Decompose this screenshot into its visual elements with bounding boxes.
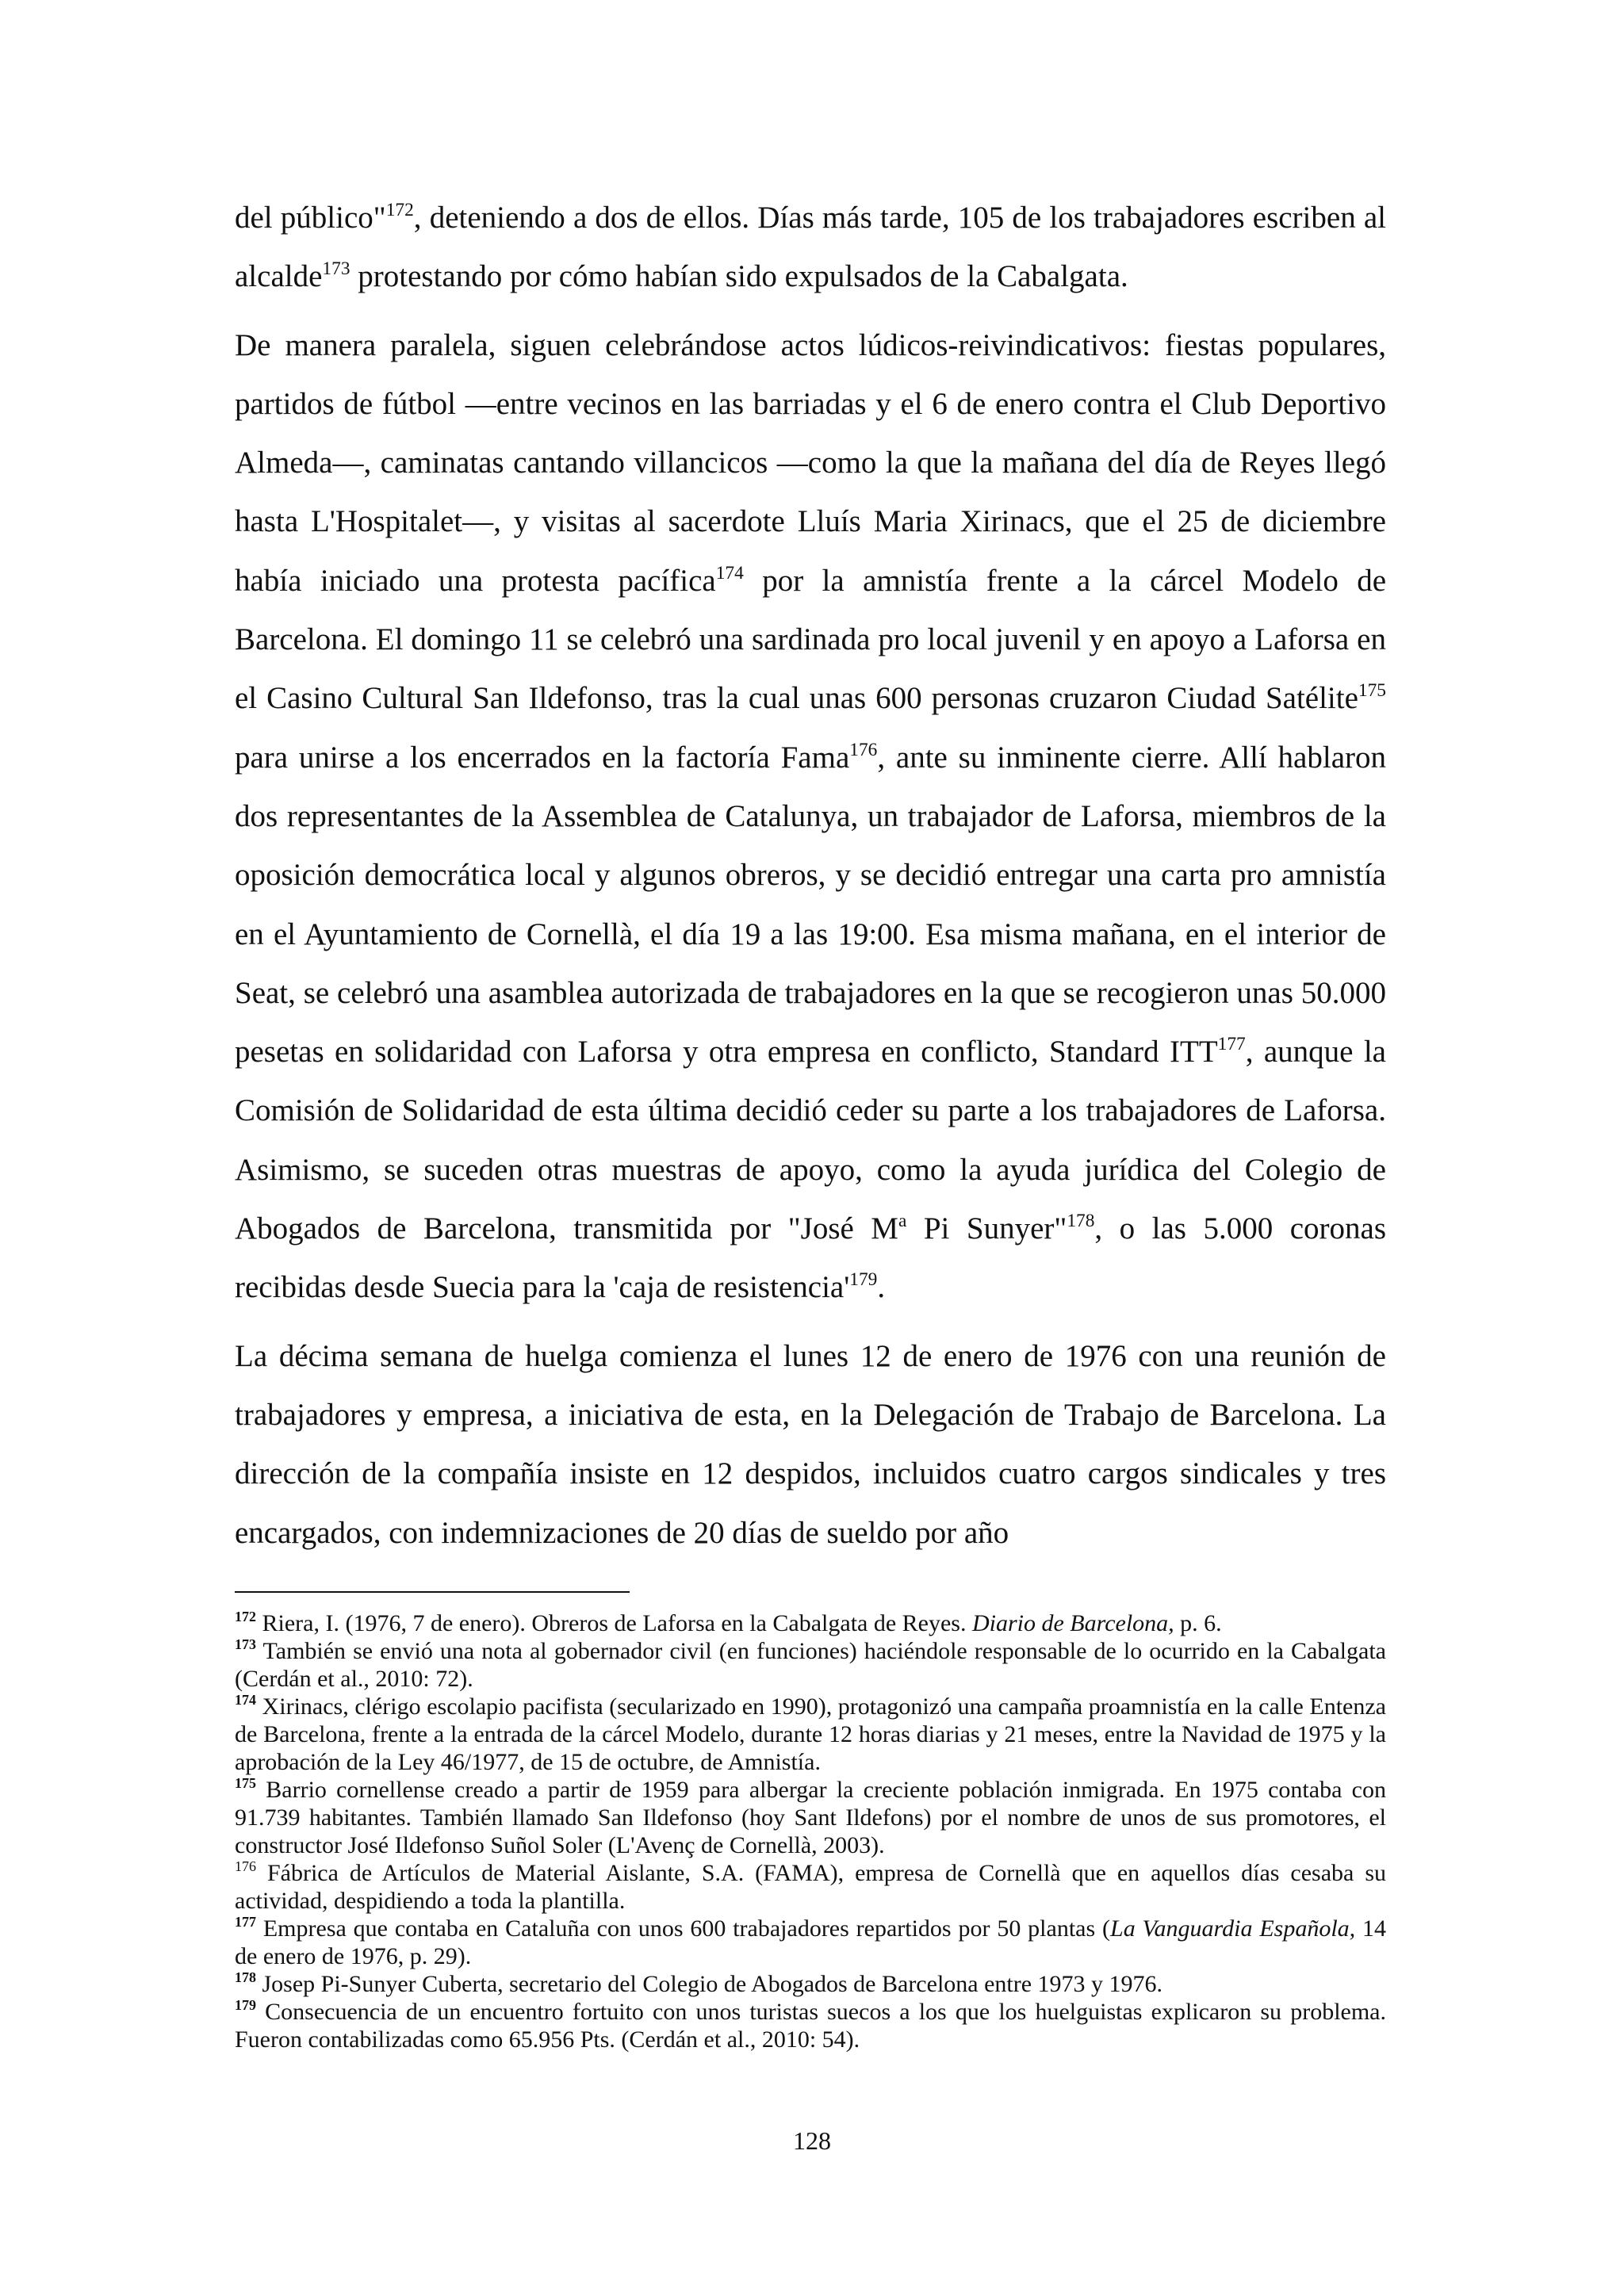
text-run: , aunque la Comisión de Solidaridad de esta última decidió ceder su parte a los trabajadores de Laforsa. Asimismo, se suceden otras muestras de apoyo, como la ayuda jurídica del Colegio de Abogados de Barcelona, transmitida por "José M	[235, 1035, 1386, 1246]
footnote-ref-174[interactable]: 174	[715, 562, 744, 584]
footnote-source-title: La Vanguardia Española,	[1110, 1915, 1356, 1942]
text-run: Pi Sunyer"	[906, 1211, 1067, 1246]
text-run: protestando por cómo habían sido expulsados de la Cabalgata.	[350, 259, 1128, 294]
footnote-number: 175	[235, 1775, 256, 1792]
footnote-text: 14 de enero de 1976, p. 29).	[235, 1915, 1387, 1969]
paragraph-2	[235, 316, 1386, 1318]
footnote-text: Barrio cornellense creado a partir de 1959 para albergar la creciente población inmigrada. En 1975 contaba con 91.739 habitantes. También llamado San Ildefonso (hoy Sant Ildefons) por el nombre de unos de sus promotores, el constructor José Ildefonso Suñol Soler (L'Avenç de Cornellà, 2003).	[235, 1777, 1386, 1858]
text-run: , o las 5.000 coronas recibidas desde Suecia para la 'caja de resistencia'	[235, 1211, 1387, 1305]
footnote-ref-177[interactable]: 177	[1217, 1034, 1246, 1054]
footnote-text: Empresa que contaba en Cataluña con unos 600 trabajadores repartidos por 50 plantas (	[256, 1915, 1111, 1942]
footnote-number: 172	[235, 1609, 256, 1625]
footnote-173	[235, 1637, 1386, 1693]
footnote-number: 173	[235, 1636, 256, 1653]
paragraph-1	[235, 189, 1386, 307]
text-run: , deteniendo a dos de ellos. Días más tarde, 105 de los trabajadores escriben al alcalde	[235, 201, 1386, 294]
footnote-text: Josep Pi-Sunyer Cuberta, secretario del Colegio de Abogados de Barcelona entre 1973 y 1976.	[256, 1971, 1163, 1997]
footnote-ref-176[interactable]: 176	[849, 739, 878, 760]
footnote-ref-175[interactable]: 175	[1358, 680, 1386, 702]
footnote-number: 176	[235, 1858, 256, 1875]
text-run: del público"	[235, 201, 386, 235]
footnote-176	[235, 1859, 1386, 1915]
ordinal-indicator: a	[898, 1210, 907, 1231]
footnote-174	[235, 1693, 1386, 1776]
footnote-178	[235, 1970, 1386, 1998]
footnote-number: 179	[235, 1997, 256, 2014]
footnote-source-title: Diario de Barcelona,	[971, 1610, 1174, 1636]
text-run: , ante su inminente cierre. Allí hablaron dos representantes de la Assemblea de Catalunya, un trabajador de Laforsa, miembros de la oposición democrática local y algunos obreros, y se decidió entregar una carta pro amnistía en el Ayuntamiento de Cornellà, el día 19 a las 19:00. Esa misma mañana, en el interior de Seat, se celebró una asamblea autorizada de trabajadores en la que se recogieron unas 50.000 pesetas en solidaridad con Laforsa y otra empresa en conflicto, Standard ITT	[235, 740, 1386, 1070]
footnote-number: 178	[235, 1969, 256, 1986]
page-number: 128	[793, 2126, 831, 2155]
text-run: para unirse a los encerrados en la factoría Fama	[235, 740, 850, 775]
footnote-number: 174	[235, 1692, 256, 1709]
main-text	[235, 189, 1386, 1563]
footnote-175	[235, 1776, 1386, 1859]
footnote-text: También se envió una nota al gobernador civil (en funciones) haciéndole responsable de lo ocurrido en la Cabalgata (Cerdán et al., 2010: 72).	[235, 1638, 1386, 1692]
footnotes	[235, 1609, 1386, 2053]
footnote-text: Fábrica de Artículos de Material Aislante, S.A. (FAMA), empresa de Cornellà que en aquellos días cesaba su actividad, despidiendo a toda la plantilla.	[235, 1860, 1386, 1914]
paragraph-3: La décima semana de huelga comienza el lunes 12 de enero de 1976 con una reunión de trabajadores y empresa, a iniciativa de esta, en la Delegación de Trabajo de Barcelona. La dirección de la compañía insiste en 12 despidos, incluidos cuatro cargos sindicales y tres encargados, con indemnizaciones de 20 días de sueldo por año	[235, 1338, 1386, 1550]
footnote-number: 177	[235, 1914, 256, 1931]
footnote-172	[235, 1609, 1386, 1637]
footnote-text: Consecuencia de un encuentro fortuito con unos turistas suecos a los que los huelguistas explicaron su problema. Fueron contabilizadas como 65.956 Pts. (Cerdán et al., 2010: 54).	[235, 1999, 1386, 2053]
footnote-179	[235, 1998, 1386, 2053]
text-run: De manera paralela, siguen celebrándose actos lúdicos-reivindicativos: fiestas populares, partidos de fútbol —entre vecinos en las barriadas y el 6 de enero contra el Club Deportivo Almeda—, caminatas cantando villancicos —como la que la mañana del día de Reyes llegó hasta L'Hospitalet—, y visitas al sacerdote Lluís Maria Xirinacs, que el 25 de diciembre había iniciado una protesta pacífica	[235, 327, 1386, 598]
footnote-177	[235, 1915, 1386, 1970]
text-run: .	[877, 1270, 886, 1305]
footnote-separator	[235, 1591, 630, 1593]
footnote-ref-172[interactable]: 172	[385, 199, 414, 220]
text-run: por la amnistía frente a la cárcel Modelo de Barcelona. El domingo 11 se celebró una sardinada pro local juvenil y en apoyo a Laforsa en el Casino Cultural San Ildefonso, tras la cual unas 600 personas cruzaron Ciudad Satélite	[235, 563, 1387, 716]
footnote-text: p. 6.	[1174, 1610, 1222, 1636]
footnote-ref-179[interactable]: 179	[849, 1269, 878, 1291]
footnote-ref-178[interactable]: 178	[1067, 1210, 1095, 1231]
footnote-ref-173[interactable]: 173	[322, 258, 350, 280]
footnote-text: Xirinacs, clérigo escolapio pacifista (secularizado en 1990), protagonizó una campaña proamnistía en la calle Entenza de Barcelona, frente a la entrada de la cárcel Modelo, durante 12 horas diarias y 21 meses, entre la Navidad de 1975 y la aprobación de la Ley 46/1977, de 15 de octubre, de Amnistía.	[235, 1693, 1386, 1775]
footnote-text: Riera, I. (1976, 7 de enero). Obreros de Laforsa en la Cabalgata de Reyes.	[256, 1610, 972, 1636]
